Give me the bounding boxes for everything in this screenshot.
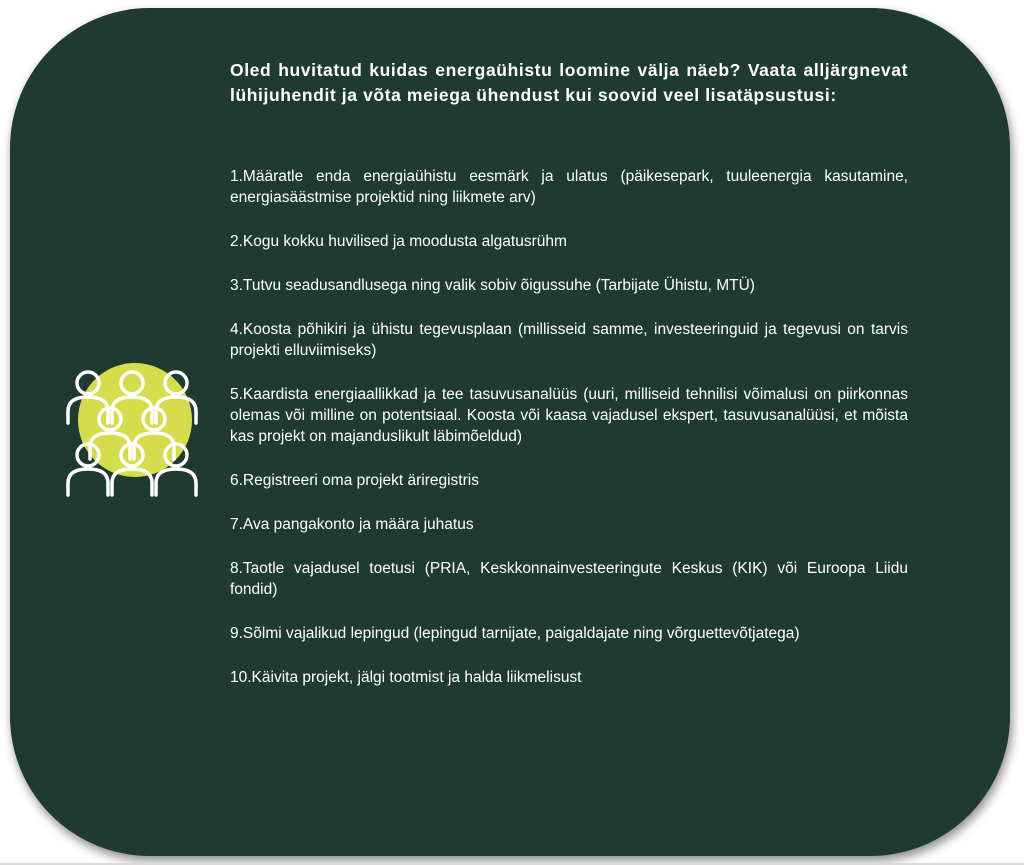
step-item: 4.Koosta põhikiri ja ühistu tegevusplaan (millisseid samme, investeeringuid ja tegevusi on tarvis projekti elluviimiseks) bbox=[230, 321, 908, 359]
step-item: 8.Taotle vajadusel toetusi (PRIA, Keskkonnainvesteeringute Keskus (KIK) või Euroopa Liidu fondid) bbox=[230, 560, 908, 598]
step-item: 10.Käivita projekt, jälgi tootmist ja halda liikmelisust bbox=[230, 669, 582, 686]
step-item: 5.Kaardista energiaallikkad ja tee tasuvusanalüüs (uuri, milliseid tehnilisi võimalusi on piirkonnas olemas või milline on potentsiaal. Koosta või kaasa vajadusel ekspert, tasuvusanalüüsi, et mõista kas projekt on majanduslikult läbimõeldud) bbox=[230, 386, 908, 445]
step-item: 3.Tutvu seadusandlusega ning valik sobiv õigussuhe (Tarbijate Ühistu, MTÜ) bbox=[230, 277, 755, 294]
people-group-icon bbox=[62, 363, 202, 503]
step-item: 1.Määratle enda energiaühistu eesmärk ja ulatus (päikesepark, tuuleenergia kasutamine, energiasäästmise projektid ning liikmete arv) bbox=[230, 168, 908, 206]
step-item: 2.Kogu kokku huvilised ja moodusta algatusrühm bbox=[230, 233, 567, 250]
step-item: 9.Sõlmi vajalikud lepingud (lepingud tarnijate, paigaldajate ning võrguettevõtjatega) bbox=[230, 625, 800, 642]
intro-text: Oled huvitatud kuidas energaühistu loomine välja näeb? Vaata alljärgnevat lühijuhendit ja võta meiega ühendust kui soovid veel lisatäpsustusi: bbox=[230, 60, 908, 105]
steps-list bbox=[230, 166, 908, 688]
step-item: 7.Ava pangakonto ja määra juhatus bbox=[230, 516, 474, 533]
content bbox=[230, 58, 908, 711]
step-item: 6.Registreeri oma projekt äriregistris bbox=[230, 472, 479, 489]
